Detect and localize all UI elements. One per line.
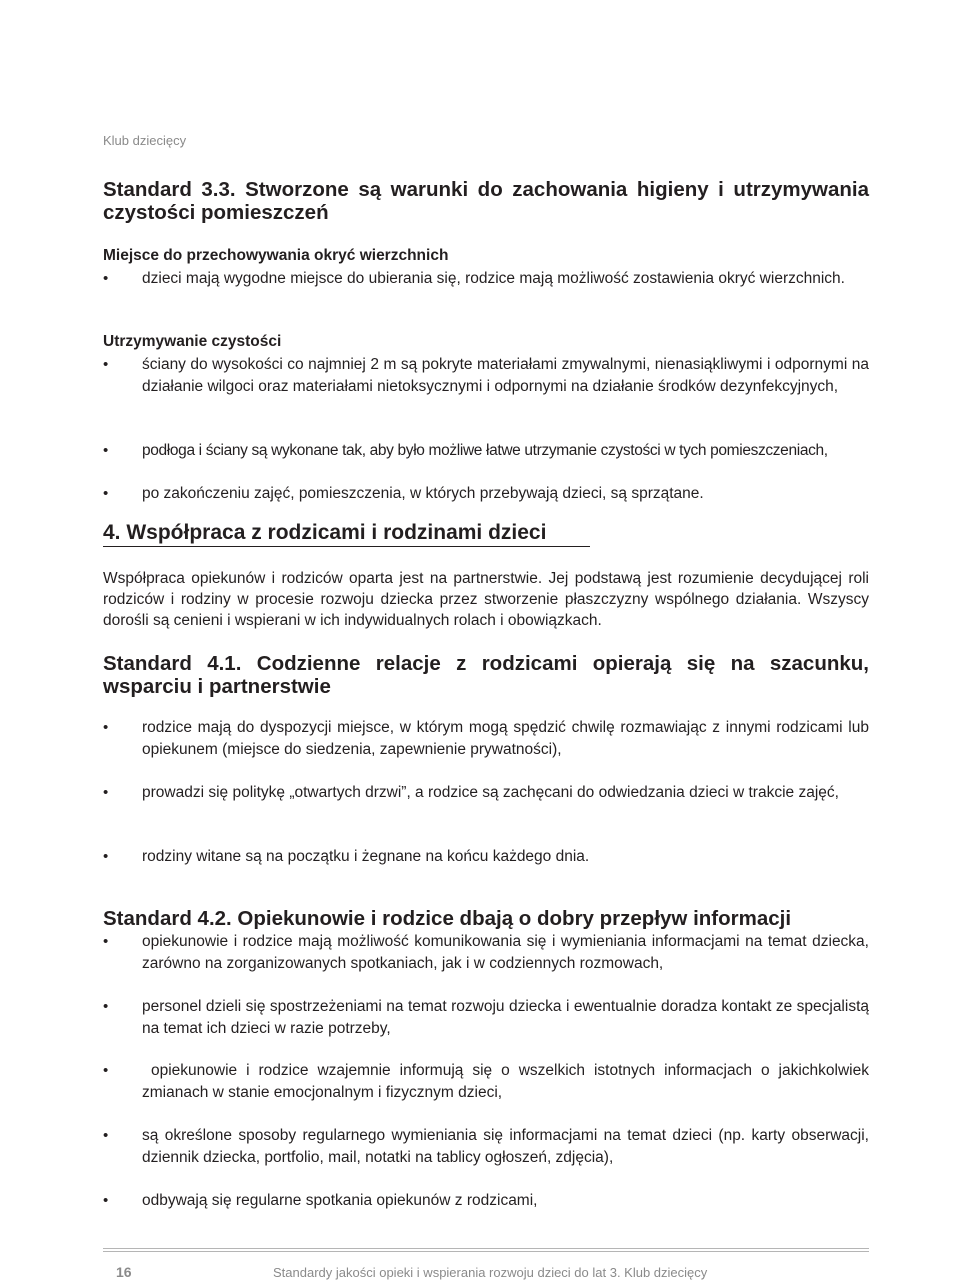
list-item-text: są określone sposoby regularnego wymieniania się informacjami na temat dzieci (np. karty obserwacji, dziennik dziecka, portfolio, mail, notatki na tablicy ogłoszeń, zdjęcia), xyxy=(142,1127,869,1166)
running-header: Klub dziecięcy xyxy=(103,133,187,148)
subheading-cleanliness: Utrzymywanie czystości xyxy=(103,333,282,350)
list-item xyxy=(103,483,869,505)
list-item xyxy=(103,996,869,1040)
list-item xyxy=(103,1125,869,1169)
list-item-text: prowadzi się politykę „otwartych drzwi”, a rodzice są zachęcani do odwiedzania dzieci w trakcie zajęć, xyxy=(142,784,839,801)
bullet-icon: • xyxy=(103,848,109,865)
list-item xyxy=(103,782,869,804)
list-item-text: po zakończeniu zajęć, pomieszczenia, w których przebywają dzieci, są sprzątane. xyxy=(142,485,704,502)
list-item xyxy=(103,846,869,868)
bullet-icon: • xyxy=(103,1127,109,1144)
list-item xyxy=(103,440,869,462)
section-title-underline xyxy=(103,546,590,547)
standard-4-2-title: Standard 4.2. Opiekunowie i rodzice dbają o dobry przepływ informacji xyxy=(103,907,792,930)
list-item-text: podłoga i ściany są wykonane tak, aby było możliwe łatwe utrzymanie czystości w tych pomieszczeniach, xyxy=(142,442,828,459)
list-item-text: dzieci mają wygodne miejsce do ubierania się, rodzice mają możliwość zostawienia okryć wierzchnich. xyxy=(142,270,845,287)
list-item-text: personel dzieli się spostrzeżeniami na temat rozwoju dziecka i ewentualnie doradza kontakt ze specjalistą na temat ich dzieci w razie potrzeby, xyxy=(142,998,869,1037)
bullet-icon: • xyxy=(103,784,109,801)
bullet-icon: • xyxy=(103,719,109,736)
section-4-intro: Współpraca opiekunów i rodziców oparta jest na partnerstwie. Jej podstawą jest rozumienie decydującej roli rodziców i rodziny w procesie rozwoju dziecka przez stworzenie płaszczyzny wspólnego działania. Wszyscy dorośli są cenieni i wspierani w ich indywidualnych rolach i obowiązkach. xyxy=(103,570,869,629)
bullet-icon: • xyxy=(103,1192,109,1209)
footer-rule xyxy=(103,1248,869,1249)
list-item-text: rodzice mają do dyspozycji miejsce, w którym mogą spędzić chwilę rozmawiając z innymi rodzicami lub opiekunem (miejsce do siedzenia, zapewnienie prywatności), xyxy=(142,719,869,758)
list-item xyxy=(103,931,869,975)
list-item-text: odbywają się regularne spotkania opiekunów z rodzicami, xyxy=(142,1192,538,1209)
footer-rule-secondary xyxy=(103,1251,869,1252)
standard-3-3-title: Standard 3.3. Stworzone są warunki do zachowania higieny i utrzymywania czystości pomieszczeń xyxy=(103,178,869,224)
bullet-icon: • xyxy=(103,485,109,502)
bullet-icon: • xyxy=(103,998,109,1015)
list-item-text: rodziny witane są na początku i żegnane na końcu każdego dnia. xyxy=(142,848,590,865)
bullet-icon: • xyxy=(103,442,109,459)
bullet-icon: • xyxy=(103,356,109,373)
section-4-title: 4. Współpraca z rodzicami i rodzinami dzieci xyxy=(103,521,547,544)
list-item-text: ściany do wysokości co najmniej 2 m są pokryte materiałami zmywalnymi, nienasiąkliwymi i odpornymi na działanie wilgoci oraz materiałami nietoksycznymi i odpornymi na działanie środków dezynfekcyjnych, xyxy=(142,356,869,395)
subheading-outerwear: Miejsce do przechowywania okryć wierzchnich xyxy=(103,247,449,264)
standard-4-1-title: Standard 4.1. Codzienne relacje z rodzicami opierają się na szacunku, wsparciu i partnerstwie xyxy=(103,652,869,698)
bullet-icon: • xyxy=(103,1062,109,1079)
list-item xyxy=(103,1190,869,1212)
list-item xyxy=(103,1060,874,1104)
footer-title: Standardy jakości opieki i wspierania rozwoju dzieci do lat 3. Klub dziecięcy xyxy=(273,1265,708,1280)
list-item xyxy=(103,717,869,761)
list-item xyxy=(103,268,869,290)
list-item-text: opiekunowie i rodzice wzajemnie informują się o wszelkich istotnych informacjach o jakichkolwiek zmianach w stanie emocjonalnym i fizycznym dzieci, xyxy=(142,1062,874,1101)
list-item-text: opiekunowie i rodzice mają możliwość komunikowania się i wymieniania informacjami na temat dziecka, zarówno na zorganizowanych spotkaniach, jak i w codziennych rozmowach, xyxy=(142,933,869,972)
list-item xyxy=(103,354,869,398)
bullet-icon: • xyxy=(103,270,109,287)
bullet-icon: • xyxy=(103,933,109,950)
page-number: 16 xyxy=(116,1264,132,1280)
